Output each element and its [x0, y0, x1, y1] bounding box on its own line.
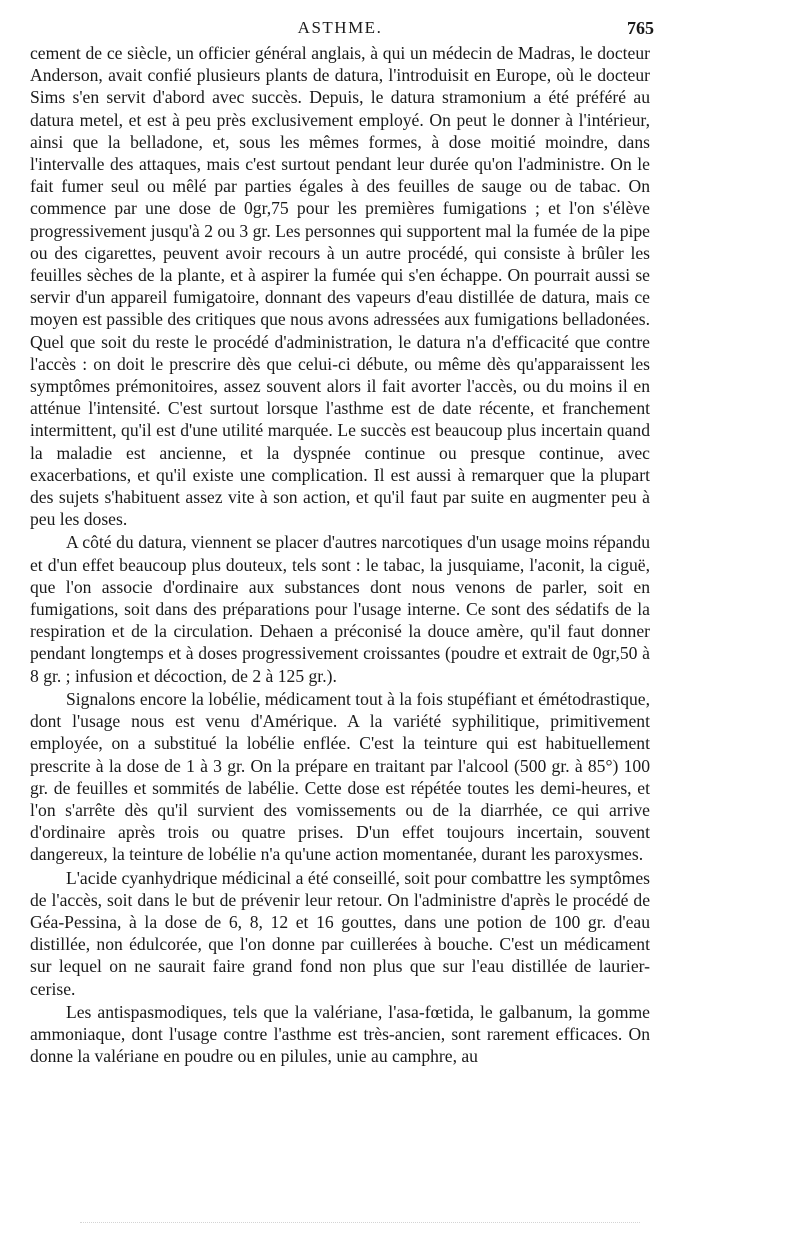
running-title: ASTHME.	[297, 18, 383, 37]
paragraph-datura-continuation: cement de ce siècle, un officier général anglais, à qui un médecin de Madras, le docteur Anderson, avait confié plusieurs plants de datura, l'introduisit en Europe, où le docteur Sims s'en servit d'abord avec succès. Depuis, le datura stramonium a été préféré au datura metel, et est à peu près exclusivement employé. On peut le donner à l'intérieur, ainsi que la belladone, et, sous les mêmes formes, à dose moitié moindre, dans l'intervalle des attaques, mais c'est surtout pendant leur durée qu'on l'administre. On le fait fumer seul ou mêlé par parties égales à des feuilles de sauge ou de tabac. On commence par une dose de 0gr,75 pour les premières fumigations ; et l'on s'élève progressivement jusqu'à 2 ou 3 gr. Les personnes qui supportent mal la fumée de la pipe ou des cigarettes, peuvent avoir recours à un autre procédé, qui consiste à brûler les feuilles sèches de la plante, et à aspirer la fumée qui s'en échappe. On pourrait aussi se servir d'un appareil fumigatoire, donnant des vapeurs d'eau distillée de datura, mais ce moyen est passible des critiques que nous avons adressées aux fumigations belladonées. Quel que soit du reste le procédé d'administration, le datura n'a d'efficacité que contre l'accès : on doit le prescrire dès que celui-ci débute, ou même dès qu'apparaissent les symptômes prémonitoires, assez souvent alors il fait avorter l'accès, ou du moins il en atténue l'intensité. C'est surtout lorsque l'asthme est de date récente, et franchement intermittent, qu'il est d'une utilité marquée. Le succès est beaucoup plus incertain quand la maladie est ancienne, et la dyspnée continue ou presque continue, avec exacerbations, et qu'il existe une complication. Il est aussi à remarquer que la plupart des sujets s'habituent assez vite à son action, et qu'il faut par suite en augmenter peu à peu les doses.	[30, 43, 650, 530]
paragraph-other-narcotics: A côté du datura, viennent se placer d'autres narcotiques d'un usage moins répandu et d'un effet beaucoup plus douteux, tels sont : le tabac, la jusquiame, l'aconit, la ciguë, que l'on associe d'ordinaire aux substances dont nous venons de parler, soit en fumigations, soit dans des préparations pour l'usage interne. Ce sont des sédatifs de la respiration et de la circulation. Dehaen a préconisé la douce amère, qu'il faut donner pendant longtemps et à doses progressivement croissantes (poudre et extrait de 0gr,50 à 8 gr. ; infusion et décoction, de 2 à 125 gr.).	[30, 532, 650, 686]
paragraph-cyanhydric-acid: L'acide cyanhydrique médicinal a été conseillé, soit pour combattre les symptômes de l'accès, soit dans le but de prévenir leur retour. On l'administre d'après le procédé de Géa-Pessina, à la dose de 6, 8, 12 et 16 gouttes, dans une potion de 100 gr. d'eau distillée, non édulcorée, que l'on donne par cuillerées à bouche. C'est un médicament sur lequel on ne saurait faire grand fond non plus que sur l'eau distillée de laurier-cerise.	[30, 867, 650, 999]
body-text	[30, 42, 650, 1067]
page-bottom-specks	[80, 1222, 640, 1233]
running-head	[30, 12, 654, 42]
book-page	[30, 12, 654, 1067]
paragraph-lobelia: Signalons encore la lobélie, médicament tout à la fois stupéfiant et émétodrastique, dont l'usage nous est venu d'Amérique. A la variété syphilitique, primitivement employée, on a substitué la lobélie enflée. C'est la teinture qui est habituellement prescrite à la dose de 1 à 3 gr. On la prépare en traitant par l'alcool (500 gr. à 85°) 100 gr. de feuilles et sommités de labélie. Cette dose est répétée toutes les demi-heures, et l'on s'arrête dès qu'il survient des vomissements ou de la diarrhée, ce qui arrive d'ordinaire après trois ou quatre prises. D'un effet toujours incertain, souvent dangereux, la teinture de lobélie n'a qu'une action momentanée, durant les paroxysmes.	[30, 688, 650, 865]
paragraph-antispasmodics: Les antispasmodiques, tels que la valériane, l'asa-fœtida, le galbanum, la gomme ammoniaque, dont l'usage contre l'asthme est très-ancien, sont rarement efficaces. On donne la valériane en poudre ou en pilules, unie au camphre, au	[30, 1001, 650, 1067]
page-number: 765	[627, 18, 654, 38]
